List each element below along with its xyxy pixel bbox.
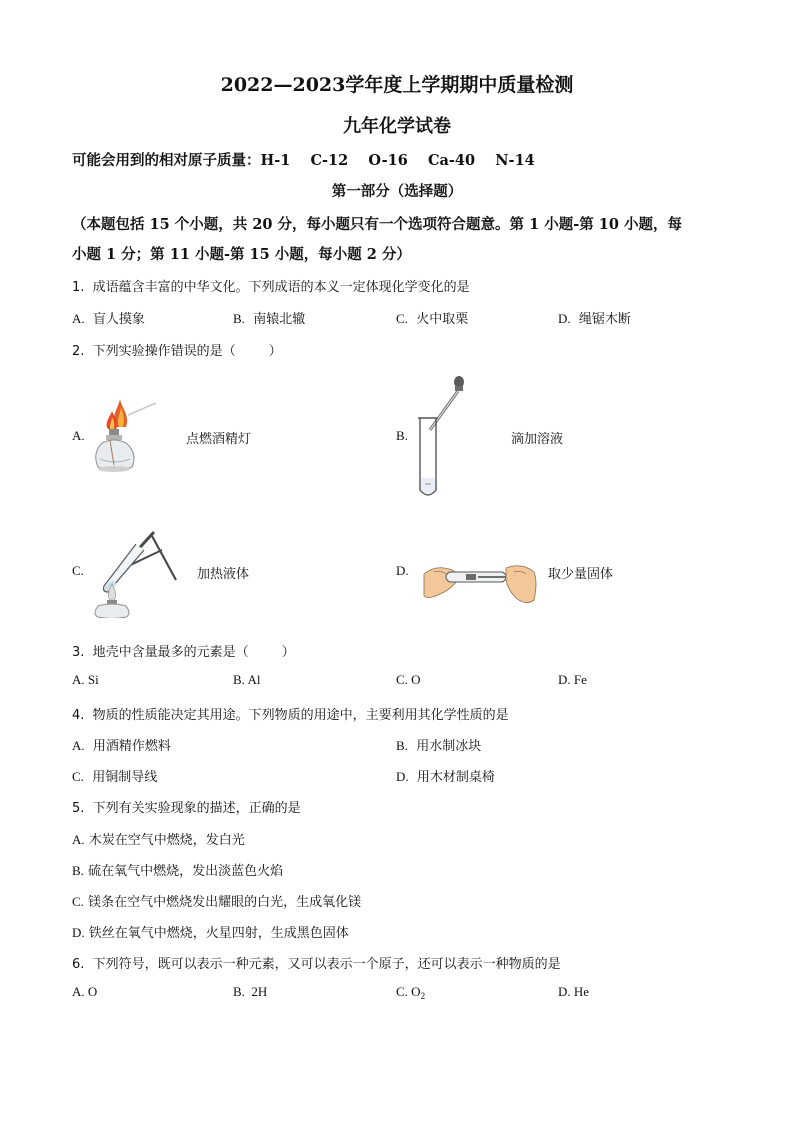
option-c [396, 984, 425, 1001]
option-d [558, 308, 631, 327]
option-label: D. [396, 563, 409, 578]
option-label: D. [396, 769, 409, 784]
option-b [233, 672, 260, 688]
option-d [72, 922, 349, 941]
option-text: 加热液体 [197, 567, 250, 582]
option-a [72, 308, 145, 327]
option-text: 铁丝在氧气中燃烧，火星四射，生成黑色固体 [88, 926, 349, 941]
option-label: B. [396, 428, 408, 443]
option-label: B. [396, 738, 408, 753]
option-label: C. [72, 769, 84, 784]
option-d [396, 766, 495, 785]
option-a [72, 829, 245, 848]
option-text: 用木材制桌椅 [416, 770, 495, 785]
option-text: Al [247, 672, 261, 687]
option-text: Si [87, 672, 99, 687]
option-b [233, 308, 305, 327]
option-d [558, 984, 589, 1000]
question-stem: 3. 地壳中含量最多的元素是（ ） [72, 645, 295, 660]
option-label: C. [396, 672, 408, 687]
question-stem: 2. 下列实验操作错误的是（ ） [72, 344, 282, 359]
question-stem: 6. 下列符号，既可以表示一种元素，又可以表示一个原子，还可以表示一种物质的是 [72, 957, 561, 972]
option-text: 用酒精作燃料 [92, 739, 171, 754]
option-label: A. [72, 672, 85, 687]
option-label: D. [558, 672, 571, 687]
option-text: O [411, 672, 421, 687]
option-d [558, 672, 587, 688]
option-label: C. [396, 984, 408, 999]
option-label: A. [72, 428, 85, 443]
option-label: B. [233, 672, 245, 687]
option-label: A. [72, 984, 85, 999]
option-label: D. [72, 925, 85, 940]
option-a [72, 735, 171, 754]
section-title: 第一部分（选择题） [331, 183, 463, 200]
heating-test-tube-icon [92, 526, 184, 618]
option-label: D. [558, 311, 571, 326]
question-stem: 1. 成语蕴含丰富的中华文化。下列成语的本义一定体现化学变化的是 [72, 280, 470, 295]
option-text: 镁条在空气中燃烧发出耀眼的白光，生成氧化镁 [88, 895, 362, 910]
option-text: 绳锯木断 [578, 312, 631, 327]
dropper-test-tube-icon [412, 374, 472, 500]
option-text: 木炭在空气中燃烧，发白光 [88, 833, 245, 848]
option-text: 火中取栗 [416, 312, 469, 327]
option-label: A. [72, 832, 85, 847]
hands-taking-solid-icon [422, 560, 538, 610]
option-a [72, 672, 99, 688]
option-label: C. [72, 563, 84, 578]
option-label: B. [233, 311, 245, 326]
option-label: D. [558, 984, 571, 999]
option-a [72, 984, 97, 1000]
option-label: C. [72, 894, 84, 909]
option-c [72, 766, 157, 785]
option-b [72, 860, 283, 879]
option-label: C. [396, 311, 408, 326]
option-c [396, 308, 468, 327]
exam-title: 2022—2023学年度上学期期中质量检测 [220, 74, 574, 96]
option-c [72, 891, 361, 910]
section-instructions-line2: 小题 1 分；第 11 小题-第 15 小题，每小题 2 分） [72, 246, 411, 263]
atomic-masses: 可能会用到的相对原子质量：H-1 C-12 O-16 Ca-40 N-14 [72, 152, 535, 169]
option-text: 2H [251, 984, 268, 999]
option-text: O [87, 984, 98, 999]
option-text: 用铜制导线 [92, 770, 158, 785]
option-text: 南辕北辙 [253, 312, 306, 327]
option-label: A. [72, 738, 85, 753]
option-text: 盲人摸象 [92, 312, 145, 327]
option-label: B. [72, 863, 84, 878]
option-b [233, 984, 267, 1000]
alcohol-lamp-lighting-icon [92, 395, 172, 485]
question-stem: 4. 物质的性质能决定其用途。下列物质的用途中，主要利用其化学性质的是 [72, 708, 509, 723]
option-b [396, 735, 481, 754]
option-label: A. [72, 311, 85, 326]
option-text: 取少量固体 [548, 567, 614, 582]
exam-subtitle: 九年化学试卷 [343, 116, 451, 137]
option-text: O [411, 984, 421, 999]
option-text: Fe [573, 672, 587, 687]
option-c [396, 672, 421, 688]
question-stem: 5. 下列有关实验现象的描述，正确的是 [72, 801, 301, 816]
option-text: 滴加溶液 [511, 432, 564, 447]
option-text: 点燃酒精灯 [186, 432, 252, 447]
section-instructions-line1: （本题包括 15 个小题，共 20 分，每小题只有一个选项符合题意。第 1 小题-第 10 小题，每 [72, 216, 683, 233]
option-text: He [573, 984, 590, 999]
option-text: 硫在氧气中燃烧，发出淡蓝色火焰 [88, 864, 284, 879]
option-label: B. [233, 984, 245, 999]
option-subscript: 2 [420, 991, 426, 1001]
option-text: 用水制冰块 [416, 739, 482, 754]
